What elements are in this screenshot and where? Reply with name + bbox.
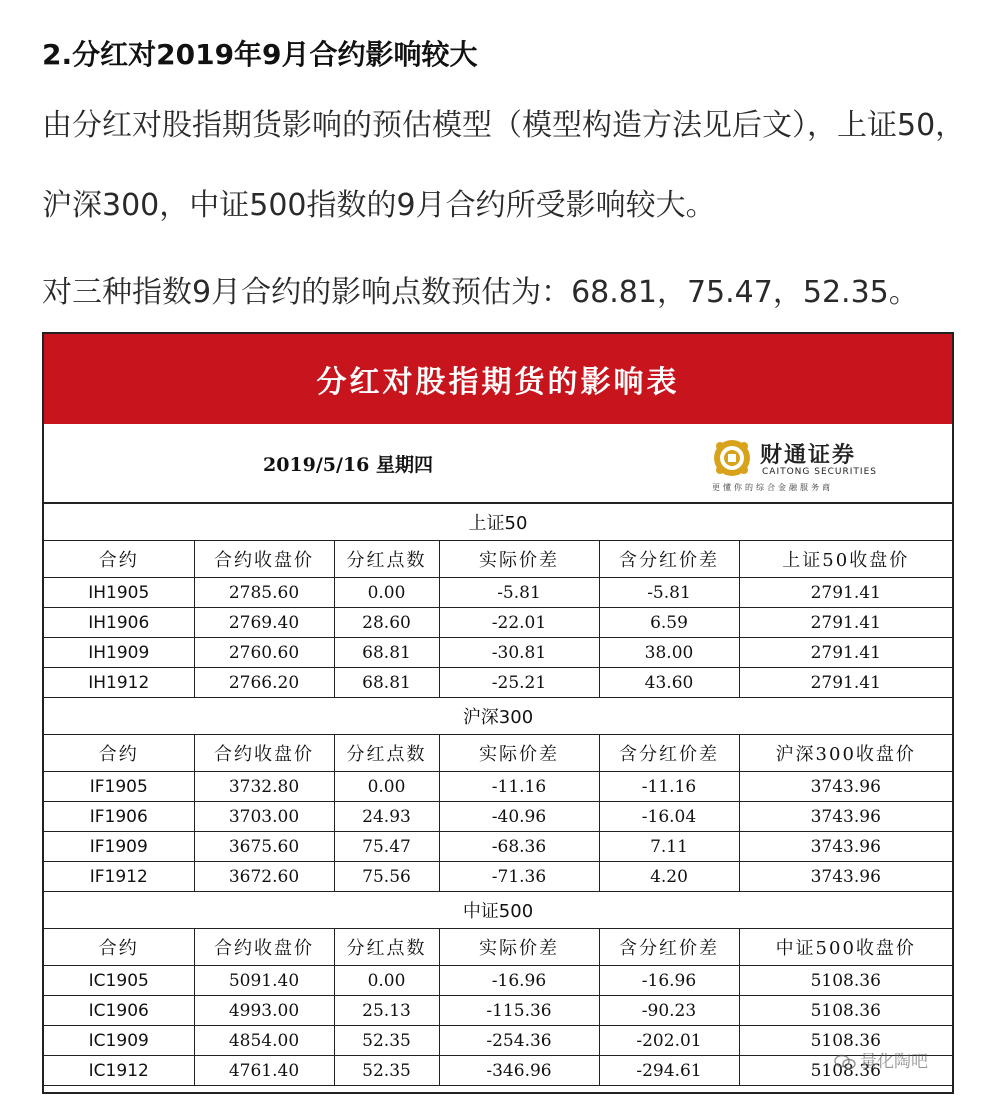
table-cell: -5.81 [439,578,599,608]
table-cell: 25.13 [334,996,439,1026]
table-row [44,668,952,698]
table-cell: -5.81 [599,578,739,608]
contract-code-cell: IF1905 [44,772,194,802]
impact-table [44,504,952,1086]
table-cell: 75.56 [334,862,439,892]
table-cell: 2791.41 [739,668,952,698]
table-cell: -71.36 [439,862,599,892]
table-cell: -25.21 [439,668,599,698]
table-cell: -11.16 [439,772,599,802]
contract-code-cell: IH1909 [44,638,194,668]
table-cell: 43.60 [599,668,739,698]
logo-english: CAITONG SECURITIES [762,467,877,477]
column-header: 合约收盘价 [194,929,334,966]
table-cell: 5108.36 [739,996,952,1026]
table-row [44,608,952,638]
column-header: 合约收盘价 [194,735,334,772]
table-cell: 4993.00 [194,996,334,1026]
table-cell: 38.00 [599,638,739,668]
table-cell: 68.81 [334,668,439,698]
table-cell: 2766.20 [194,668,334,698]
table-cell: 3743.96 [739,862,952,892]
table-cell: 52.35 [334,1026,439,1056]
table-cell: 5091.40 [194,966,334,996]
table-cell: -16.96 [599,966,739,996]
table-cell: 75.47 [334,832,439,862]
table-cell: 2769.40 [194,608,334,638]
table-cell: 4761.40 [194,1056,334,1086]
contract-code-cell: IH1912 [44,668,194,698]
table-cell: 2785.60 [194,578,334,608]
table-row [44,832,952,862]
contract-code-cell: IF1906 [44,802,194,832]
logo-slogan: 更懂你的综合金融服务商 [712,483,833,492]
table-cell: 28.60 [334,608,439,638]
table-cell: 3703.00 [194,802,334,832]
section-title: 沪深300 [44,698,952,735]
column-header: 含分红价差 [599,929,739,966]
table-cell: -254.36 [439,1026,599,1056]
table-cell: -40.96 [439,802,599,832]
contract-code-cell: IH1905 [44,578,194,608]
contract-code-cell: IC1912 [44,1056,194,1086]
watermark-text: 量化陶吧 [860,1052,928,1072]
report-date: 2019/5/16 星期四 [262,453,434,476]
table-cell: -30.81 [439,638,599,668]
wechat-icon [834,1054,856,1070]
table-cell: 6.59 [599,608,739,638]
table-cell: 3743.96 [739,832,952,862]
table-row [44,996,952,1026]
column-header: 合约 [44,735,194,772]
column-header: 分红点数 [334,929,439,966]
caitong-logo [712,438,892,494]
table-cell: -16.04 [599,802,739,832]
table-cell: 5108.36 [739,966,952,996]
dividend-impact-figure [42,332,954,1094]
table-cell: -294.61 [599,1056,739,1086]
table-cell: 2791.41 [739,638,952,668]
table-row [44,862,952,892]
paragraph-estimate: 对三种指数9月合约的影响点数预估为：68.81，75.47，52.35。 [42,275,919,310]
table-row [44,802,952,832]
contract-code-cell: IC1906 [44,996,194,1026]
column-header: 合约 [44,929,194,966]
figure-title-banner: 分红对股指期货的影响表 [44,334,952,424]
table-cell: -11.16 [599,772,739,802]
section-title: 上证50 [44,504,952,541]
table-cell: -16.96 [439,966,599,996]
column-header: 分红点数 [334,735,439,772]
column-header: 沪深300收盘价 [739,735,952,772]
column-header: 含分红价差 [599,541,739,578]
table-row [44,966,952,996]
contract-code-cell: IC1909 [44,1026,194,1056]
table-cell: 7.11 [599,832,739,862]
coin-logo-icon [712,438,752,478]
table-cell: 52.35 [334,1056,439,1086]
table-cell: -68.36 [439,832,599,862]
contract-code-cell: IF1912 [44,862,194,892]
table-cell: 2791.41 [739,578,952,608]
section-heading: 2.分红对2019年9月合约影响较大 [42,38,478,71]
table-cell: 3675.60 [194,832,334,862]
table-cell: -22.01 [439,608,599,638]
table-cell: 5108.36 [739,1056,952,1086]
contract-code-cell: IF1909 [44,832,194,862]
table-cell: 2791.41 [739,608,952,638]
table-cell: 0.00 [334,966,439,996]
table-cell: 3743.96 [739,772,952,802]
column-header: 分红点数 [334,541,439,578]
table-cell: 4.20 [599,862,739,892]
column-header: 中证500收盘价 [739,929,952,966]
section-row [44,892,952,929]
table-cell: 24.93 [334,802,439,832]
table-cell: 3672.60 [194,862,334,892]
table-cell: -202.01 [599,1026,739,1056]
column-header: 合约 [44,541,194,578]
table-row [44,772,952,802]
table-cell: -90.23 [599,996,739,1026]
table-cell: 4854.00 [194,1026,334,1056]
column-header: 含分红价差 [599,735,739,772]
table-cell: 2760.60 [194,638,334,668]
table-cell: 3732.80 [194,772,334,802]
table-cell: -115.36 [439,996,599,1026]
header-row [44,735,952,772]
column-header: 实际价差 [439,929,599,966]
table-row [44,1026,952,1056]
header-row [44,541,952,578]
column-header: 上证50收盘价 [739,541,952,578]
column-header: 实际价差 [439,541,599,578]
table-cell: -346.96 [439,1056,599,1086]
table-cell: 5108.36 [739,1026,952,1056]
table-row [44,578,952,608]
section-row [44,504,952,541]
watermark [834,1047,928,1072]
table-cell: 0.00 [334,772,439,802]
column-header: 实际价差 [439,735,599,772]
contract-code-cell: IH1906 [44,608,194,638]
table-row [44,1056,952,1086]
section-title: 中证500 [44,892,952,929]
section-row [44,698,952,735]
paragraph-model: 由分红对股指期货影响的预估模型（模型构造方法见后文），上证50，沪深300，中证500指数的9月合约所受影响较大。 [42,108,966,223]
logo-name: 财通证券 [760,442,857,468]
date-row [44,424,952,504]
table-cell: 68.81 [334,638,439,668]
table-cell: 3743.96 [739,802,952,832]
header-row [44,929,952,966]
table-row [44,638,952,668]
column-header: 合约收盘价 [194,541,334,578]
contract-code-cell: IC1905 [44,966,194,996]
table-cell: 0.00 [334,578,439,608]
